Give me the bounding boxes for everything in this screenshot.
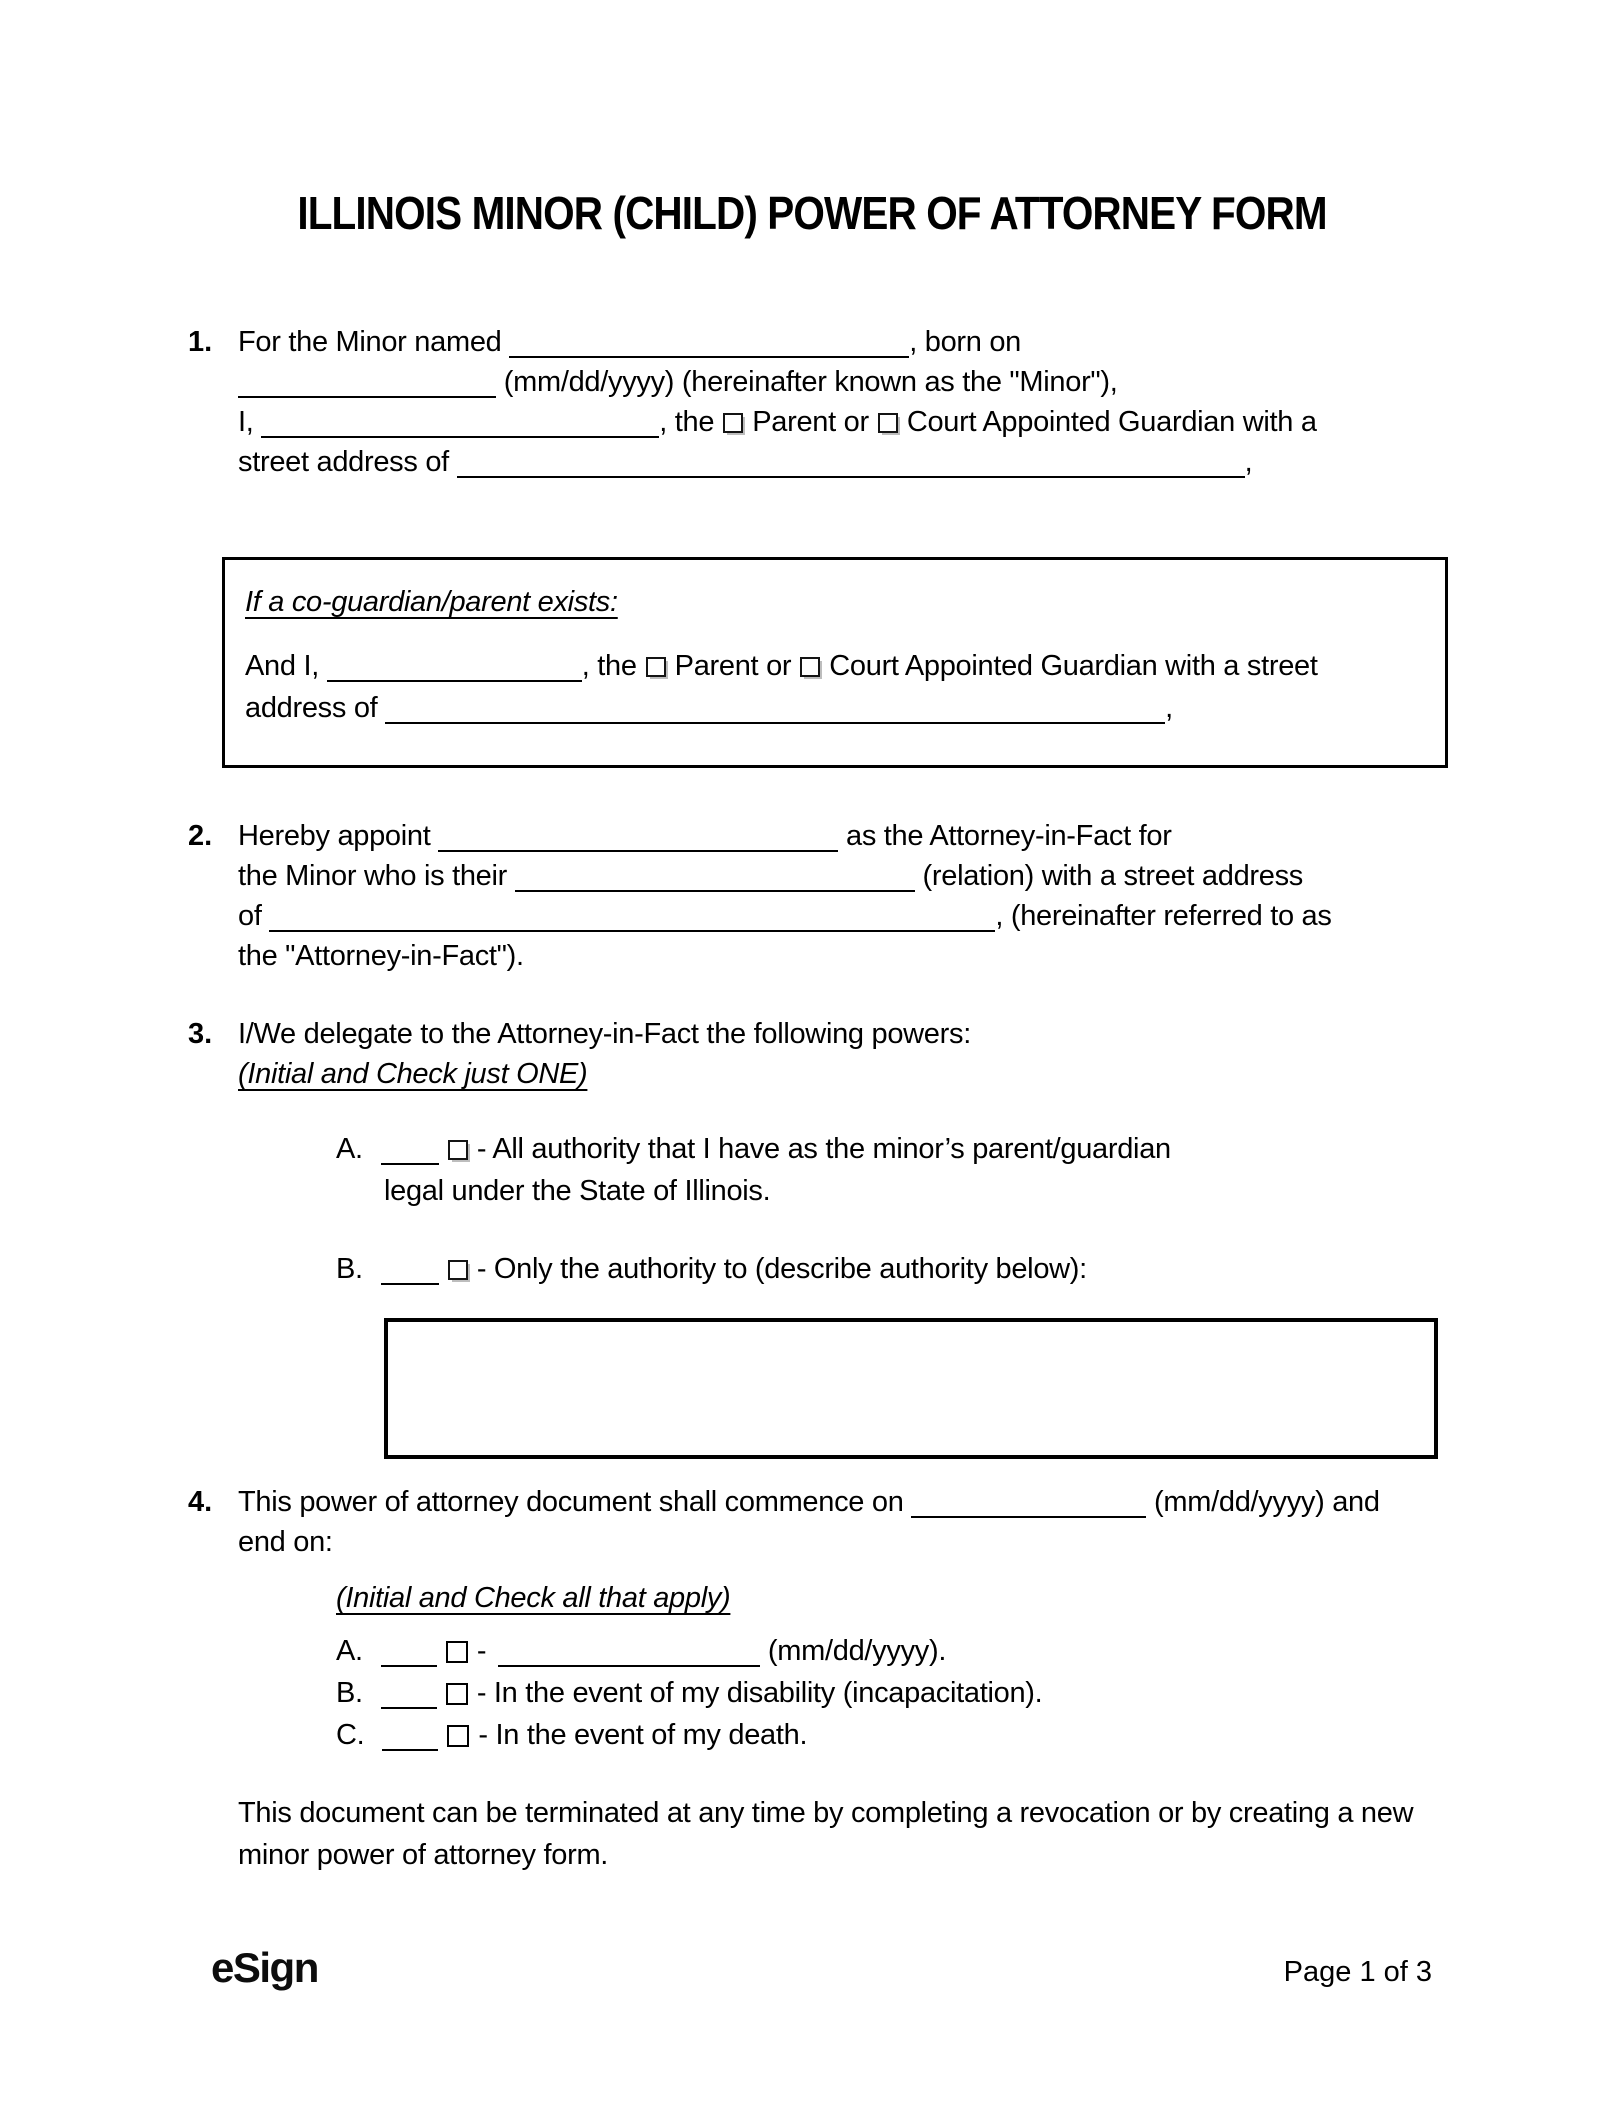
termination-option-c [336,1715,807,1755]
section-1-line-2 [238,362,1118,402]
co-guardian-box [222,557,1448,768]
section-4-line-2: end on: [238,1526,333,1558]
term-a-date-blank[interactable] [498,1661,760,1667]
parent-or-text: Parent or [752,406,869,438]
power-a-initials-blank[interactable] [381,1159,439,1165]
commence-date-blank[interactable] [911,1512,1146,1518]
co-the-text: , the [581,650,637,682]
co-guardian-line-1 [245,646,1318,686]
birthdate-blank[interactable] [238,392,496,398]
co-guardian-line-2 [245,688,1173,728]
termination-option-b [336,1673,1042,1713]
section-3-number: 3. [188,1018,213,1050]
term-c-initials-blank[interactable] [382,1745,438,1751]
term-b-initials-blank[interactable] [381,1703,437,1709]
section-1-number: 1. [188,326,213,358]
power-a-label: A. [336,1133,363,1165]
termination-option-a [336,1631,946,1671]
termination-note: This document can be terminated at any time by completing a revocation or by creating a new minor power of attorney form. [238,1797,1414,1871]
relation-text: (relation) with a street address [914,860,1303,892]
of-text: of [238,900,270,932]
section-2-line-4: the "Attorney-in-Fact"). [238,940,524,972]
co-parent-checkbox[interactable] [646,657,666,677]
power-a-text: - All authority that I have as the minor’s parent/guardian [476,1133,1171,1165]
comma-text: , [1244,446,1253,478]
term-a-initials-blank[interactable] [381,1661,437,1667]
co-comma-text: , [1165,692,1173,724]
street-address-text: street address of [238,446,457,478]
minor-name-blank[interactable] [509,352,909,358]
section-4-line-1 [238,1482,1380,1522]
principal-i-text: I, [238,406,262,438]
commence-text: This power of attorney document shall commence on [238,1486,912,1518]
relation-blank[interactable] [515,886,915,892]
co-court-guardian-checkbox[interactable] [800,657,820,677]
co-guardian-name-blank[interactable] [327,676,582,682]
and-i-text: And I, [245,650,327,682]
section-4-number: 4. [188,1486,213,1518]
section-2-line-3 [238,896,1332,936]
term-b-checkbox[interactable] [446,1683,468,1705]
attorney-address-blank[interactable] [269,926,995,932]
minor-named-text: For the Minor named [238,326,510,358]
the-text: , the [659,406,715,438]
born-on-text: , born on [909,326,1022,358]
hereinafter-text: , (hereinafter referred to as [995,900,1332,932]
section-3-instruction: (Initial and Check just ONE) [238,1058,588,1090]
principal-name-blank[interactable] [261,432,659,438]
street-address-blank[interactable] [457,472,1245,478]
co-address-blank[interactable] [385,718,1165,724]
term-a-dash: - [476,1635,487,1667]
page-title: ILLINOIS MINOR (CHILD) POWER OF ATTORNEY FORM [297,187,1327,239]
co-address-text: address of [245,692,386,724]
term-a-text: (mm/dd/yyyy). [760,1635,947,1667]
birthdate-format-text: (mm/dd/yyyy) (hereinafter known as the "Minor"), [496,366,1118,398]
section-4-instruction: (Initial and Check all that apply) [336,1582,731,1614]
section-1-line-4 [238,442,1252,482]
attorney-name-blank[interactable] [438,846,838,852]
hereby-appoint-text: Hereby appoint [238,820,439,852]
section-2-line-1 [238,816,1172,856]
term-a-checkbox[interactable] [446,1641,468,1663]
term-a-label: A. [336,1635,363,1667]
power-b-initials-blank[interactable] [381,1279,439,1285]
commence-format-text: (mm/dd/yyyy) and [1146,1486,1380,1518]
section-2-number: 2. [188,820,213,852]
section-3-intro: I/We delegate to the Attorney-in-Fact the following powers: [238,1018,971,1050]
power-option-a [336,1129,1171,1169]
term-b-label: B. [336,1677,363,1709]
power-b-label: B. [336,1253,363,1285]
court-guardian-checkbox[interactable] [878,413,898,433]
power-b-text: - Only the authority to (describe authority below): [476,1253,1087,1285]
power-b-checkbox[interactable] [448,1260,468,1280]
term-c-checkbox[interactable] [447,1725,469,1747]
section-2-line-2 [238,856,1303,896]
page-indicator: Page 1 of 3 [1283,1956,1432,1988]
power-option-a-line-2: legal under the State of Illinois. [384,1175,771,1207]
court-guardian-text: Court Appointed Guardian with a [906,406,1317,438]
power-a-checkbox[interactable] [448,1140,468,1160]
term-c-label: C. [336,1719,365,1751]
term-c-text: - In the event of my death. [478,1719,808,1751]
section-1-line-1 [238,322,1021,362]
term-b-text: - In the event of my disability (incapacitation). [476,1677,1043,1709]
section-1-line-3 [238,402,1317,442]
minor-their-text: the Minor who is their [238,860,515,892]
parent-checkbox[interactable] [723,413,743,433]
co-parent-or-text: Parent or [674,650,792,682]
power-option-b [336,1249,1087,1289]
attorney-in-fact-text: as the Attorney-in-Fact for [838,820,1172,852]
authority-description-box[interactable] [384,1318,1438,1459]
co-guardian-heading: If a co-guardian/parent exists: [245,586,618,618]
co-court-guardian-text: Court Appointed Guardian with a street [829,650,1318,682]
esign-logo: eSign [211,1944,318,1991]
